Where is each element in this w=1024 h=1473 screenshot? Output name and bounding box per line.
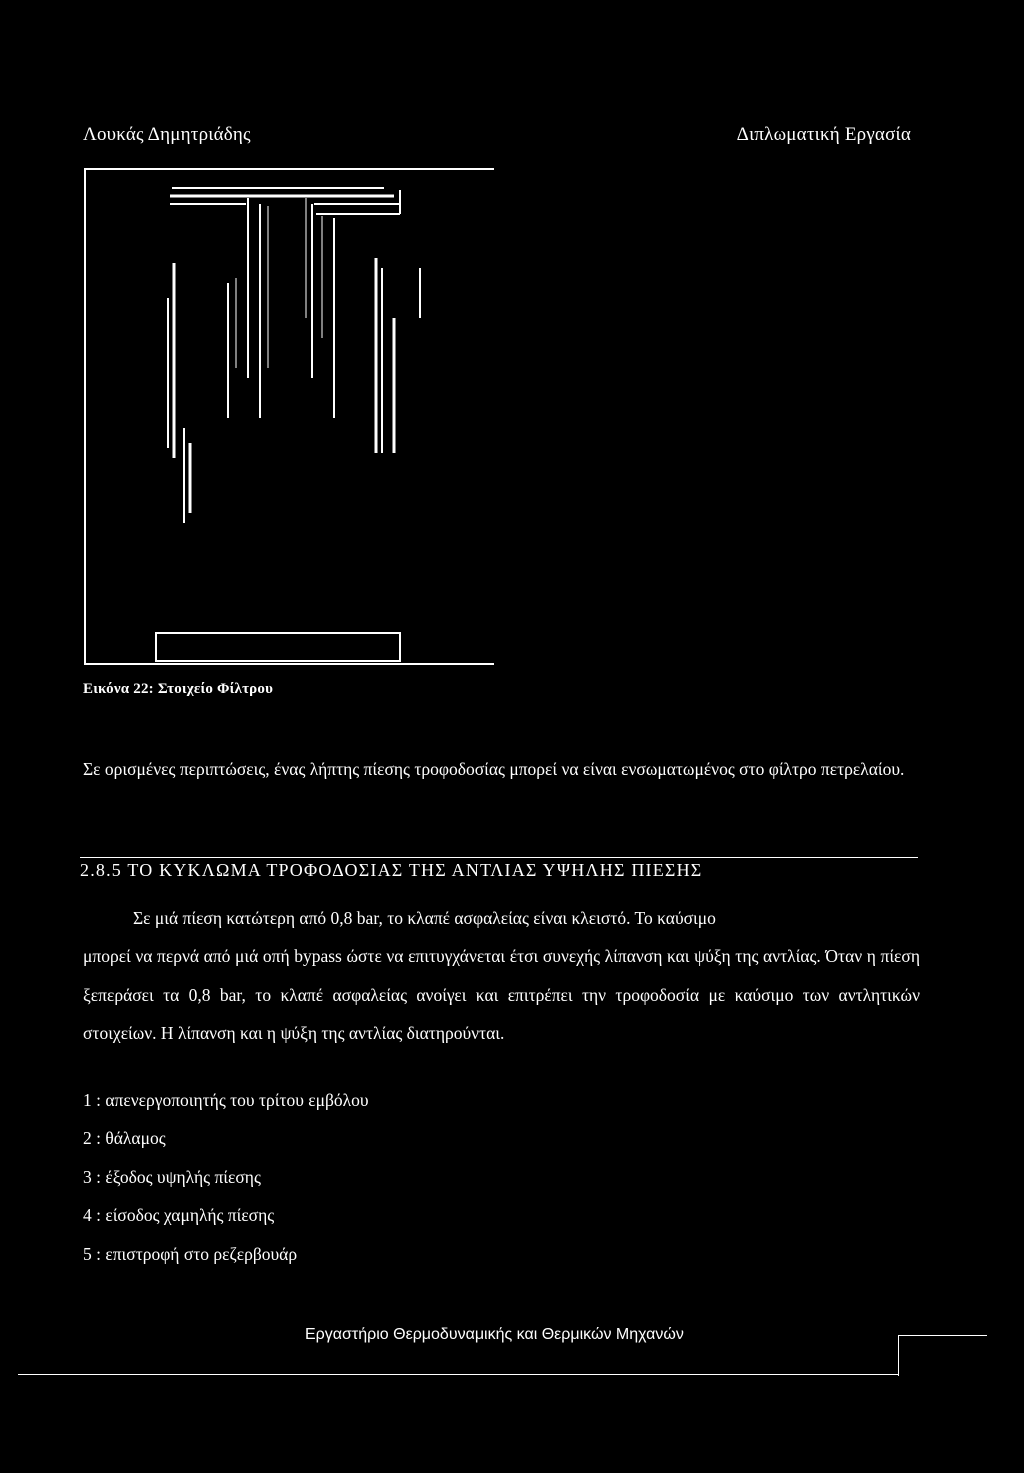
footer-lab-name: Εργαστήριο Θερμοδυναμικής και Θερμικών Μηχανών xyxy=(305,1326,684,1343)
legend-list xyxy=(83,1081,369,1273)
header-doc-type: Διπλωματική Εργασία xyxy=(736,124,911,145)
section-title: 2.8.5 ΤΟ ΚΥΚΛΩΜΑ ΤΡΟΦΟΔΟΣΙΑΣ ΤΗΣ ΑΝΤΛΙΑΣ ΥΨΗΛΗΣ ΠΙΕΣΗΣ xyxy=(80,860,703,880)
legend-item: 4 : είσοδος χαμηλής πίεσης xyxy=(83,1205,275,1226)
legend-item: 3 : έξοδος υψηλής πίεσης xyxy=(83,1166,261,1187)
section-body-rest: μπορεί να περνά από μιά οπή bypass ώστε να επιτυγχάνεται έτσι συνεχής λίπανση και ψύξη της αντλίας. Όταν η πίεση ξεπεράσει τα 0,8 bar, το κλαπέ ασφαλείας ανοίγει και επιτρέπει την τροφοδοσία με καύσιμο των αντλητικών στοιχείων. Η λίπανση και η ψύξη της αντλίας διατηρούνται. xyxy=(83,946,920,1043)
intro-paragraph: Σε ορισμένες περιπτώσεις, ένας λήπτης πίεσης τροφοδοσίας μπορεί να είναι ενσωματωμένος στο φίλτρο πετρελαίου. xyxy=(83,759,905,779)
section-body xyxy=(83,899,920,1052)
legend-item: 2 : θάλαμος xyxy=(83,1128,166,1149)
legend-item: 1 : απενεργοποιητής του τρίτου εμβόλου xyxy=(83,1090,369,1110)
section-body-first-line: Σε μιά πίεση κατώτερη από 0,8 bar, το κλαπέ ασφαλείας είναι κλειστό. Το καύσιμο xyxy=(133,908,716,928)
header-author: Λουκάς Δημητριάδης xyxy=(83,124,251,145)
figure-caption: Εικόνα 22: Στοιχείο Φίλτρου xyxy=(83,681,274,697)
filter-element-figure xyxy=(84,168,494,665)
footer-divider xyxy=(18,1374,898,1375)
page-number-box xyxy=(898,1335,987,1376)
legend-item: 5 : επιστροφή στο ρεζερβουάρ xyxy=(83,1243,298,1264)
filter-diagram xyxy=(84,168,494,665)
section-divider xyxy=(80,857,918,858)
